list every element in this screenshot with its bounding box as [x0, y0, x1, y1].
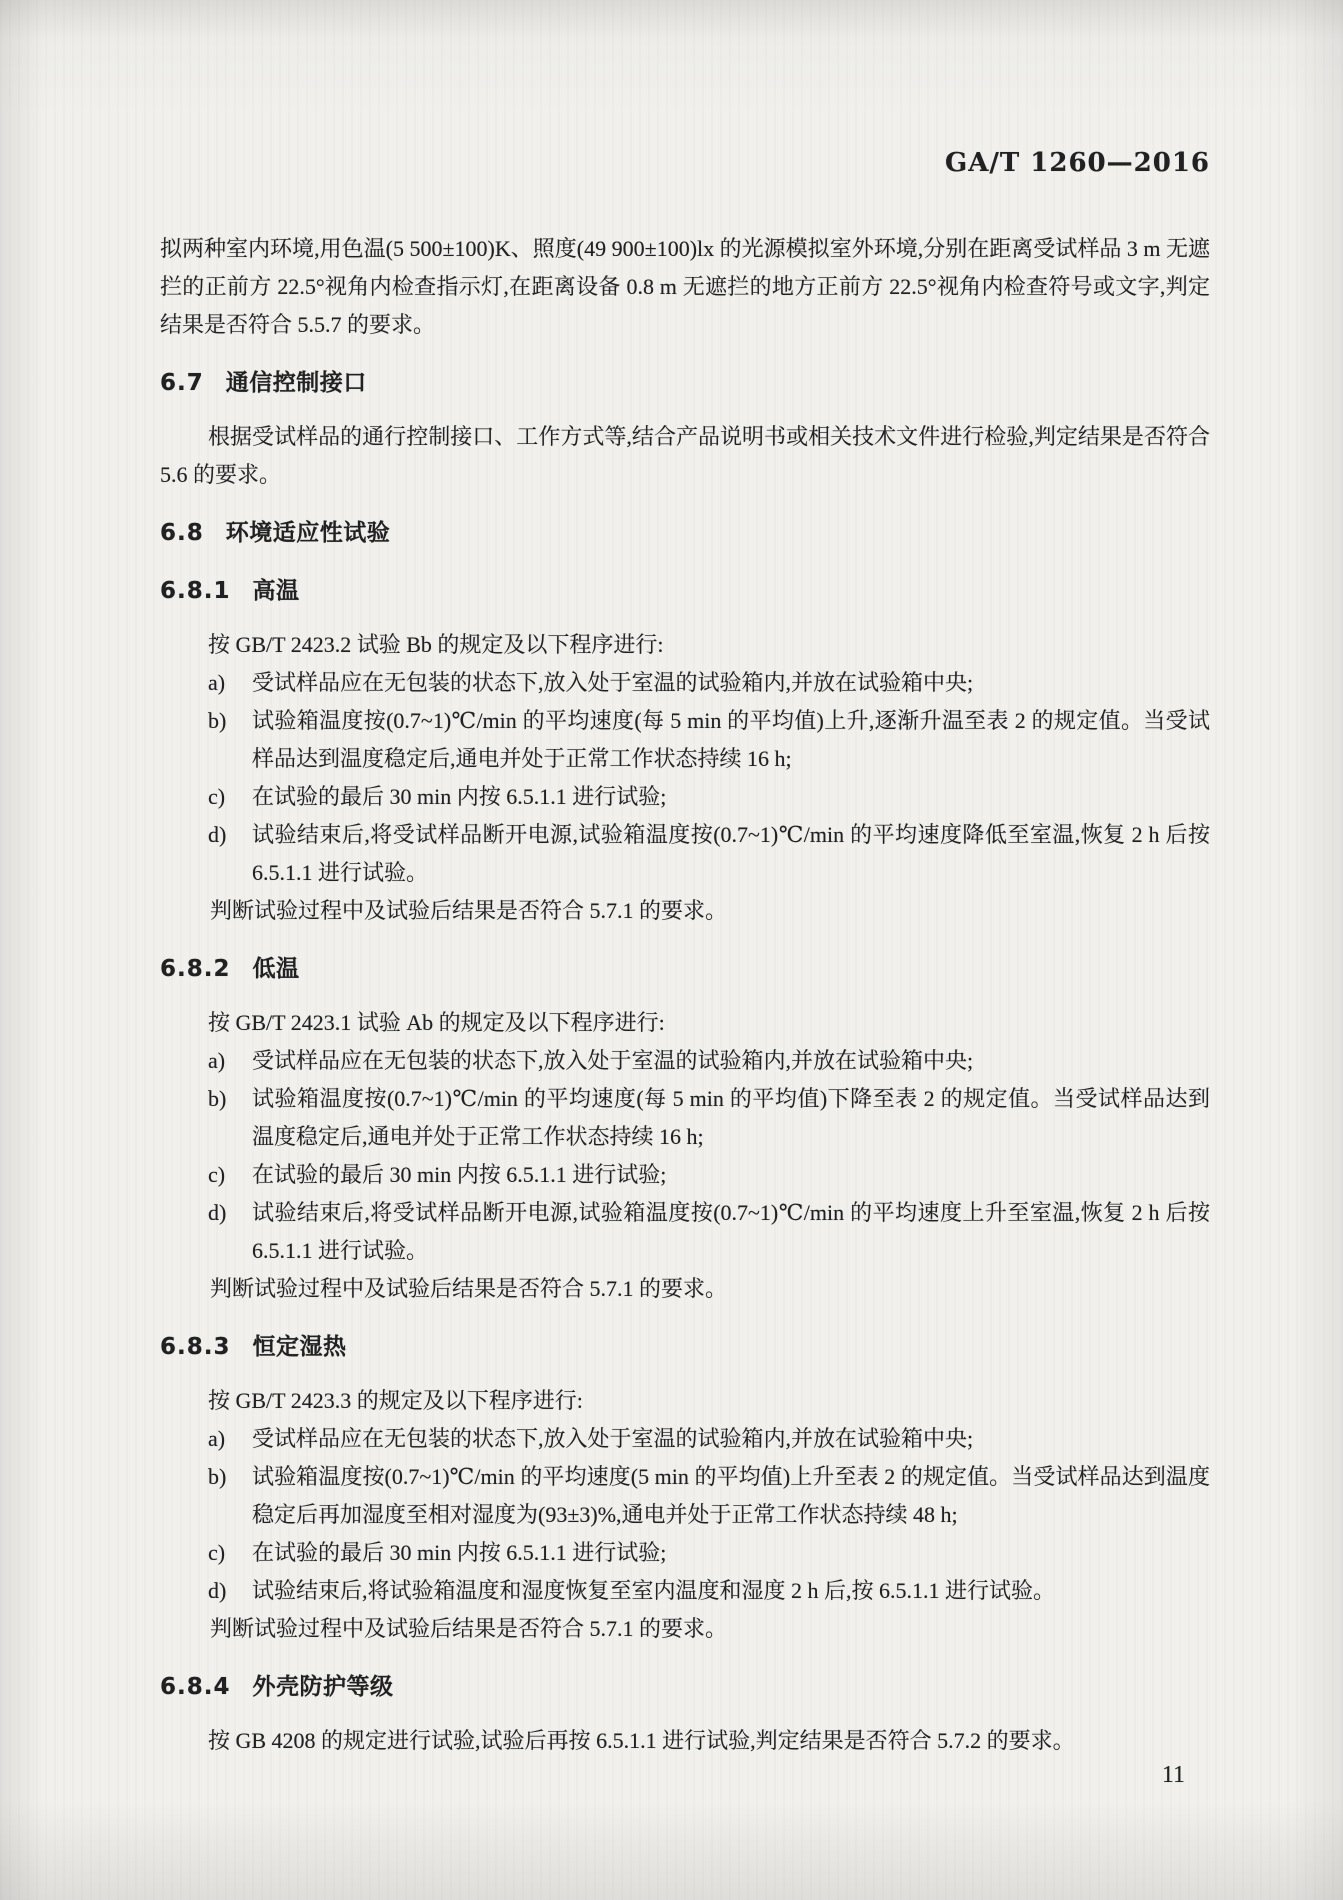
list-item [208, 1572, 1210, 1610]
list-item-marker: b) [208, 1464, 227, 1489]
list-item [208, 778, 1210, 816]
section-title: 低温 [252, 956, 300, 982]
section-6-7-body: 根据受试样品的通行控制接口、工作方式等,结合产品说明书或相关技术文件进行检验,判定结果是否符合 5.6 的要求。 [160, 424, 1210, 487]
list-item-text: 受试样品应在无包装的状态下,放入处于室温的试验箱内,并放在试验箱中央; [252, 670, 974, 695]
list-item [208, 1420, 1210, 1458]
list-item-text: 试验结束后,将受试样品断开电源,试验箱温度按(0.7~1)℃/min 的平均速度降低至室温,恢复 2 h 后按 6.5.1.1 进行试验。 [252, 822, 1210, 885]
list-item-text: 在试验的最后 30 min 内按 6.5.1.1 进行试验; [252, 784, 667, 809]
section-6-7-heading [160, 364, 1210, 402]
section-title: 环境适应性试验 [225, 520, 391, 546]
section-6-8-2-list [160, 1042, 1210, 1270]
list-item [208, 1080, 1210, 1156]
section-number: 6.8.4 [160, 1674, 231, 1700]
section-6-8-2-conclusion: 判断试验过程中及试验后结果是否符合 5.7.1 的要求。 [210, 1276, 728, 1301]
list-item-marker: b) [208, 708, 227, 733]
section-6-8-4-body: 按 GB 4208 的规定进行试验,试验后再按 6.5.1.1 进行试验,判定结果是否符合 5.7.2 的要求。 [208, 1728, 1075, 1753]
section-6-8-3-conclusion: 判断试验过程中及试验后结果是否符合 5.7.1 的要求。 [210, 1616, 728, 1641]
list-item-marker: c) [208, 784, 226, 809]
section-number: 6.8.1 [160, 578, 231, 604]
section-6-8-1-heading [160, 572, 1210, 610]
list-item-marker: c) [208, 1540, 226, 1565]
intro-paragraph: 拟两种室内环境,用色温(5 500±100)K、照度(49 900±100)lx 的光源模拟室外环境,分别在距离受试样品 3 m 无遮拦的正前方 22.5°视角内检查指示灯,在距离设备 0.8 m 无遮拦的地方正前方 22.5°视角内检查符号或文字,判定结果是否符合 5.5.7 的要求。 [160, 236, 1210, 337]
section-title: 恒定湿热 [252, 1334, 347, 1360]
list-item [208, 664, 1210, 702]
list-item [208, 1534, 1210, 1572]
section-6-8-4-heading [160, 1668, 1210, 1706]
list-item [208, 1156, 1210, 1194]
list-item [208, 1194, 1210, 1270]
list-item-text: 试验箱温度按(0.7~1)℃/min 的平均速度(每 5 min 的平均值)下降至表 2 的规定值。当受试样品达到温度稳定后,通电并处于正常工作状态持续 16 h; [252, 1086, 1210, 1149]
page-number: 11 [1161, 1762, 1185, 1788]
list-item-text: 试验结束后,将试验箱温度和湿度恢复至室内温度和湿度 2 h 后,按 6.5.1.1 进行试验。 [252, 1578, 1056, 1603]
list-item-marker: b) [208, 1086, 227, 1111]
section-6-8-3-list [160, 1420, 1210, 1610]
section-number: 6.8.2 [160, 956, 231, 982]
section-number: 6.8 [160, 520, 204, 546]
list-item-marker: d) [208, 1578, 227, 1603]
list-item [208, 1042, 1210, 1080]
section-6-8-2-heading [160, 950, 1210, 988]
list-item-marker: a) [208, 1426, 226, 1451]
section-title: 高温 [252, 578, 300, 604]
list-item-text: 受试样品应在无包装的状态下,放入处于室温的试验箱内,并放在试验箱中央; [252, 1426, 974, 1451]
list-item-marker: c) [208, 1162, 226, 1187]
section-title: 通信控制接口 [225, 370, 367, 396]
list-item-marker: d) [208, 1200, 227, 1225]
section-6-8-1-conclusion: 判断试验过程中及试验后结果是否符合 5.7.1 的要求。 [210, 898, 728, 923]
section-6-8-heading [160, 514, 1210, 552]
list-item [208, 1458, 1210, 1534]
section-6-8-1-intro: 按 GB/T 2423.2 试验 Bb 的规定及以下程序进行: [208, 632, 664, 657]
list-item-text: 试验箱温度按(0.7~1)℃/min 的平均速度(每 5 min 的平均值)上升,逐渐升温至表 2 的规定值。当受试样品达到温度稳定后,通电并处于正常工作状态持续 16 h; [252, 708, 1210, 771]
list-item-text: 试验结束后,将受试样品断开电源,试验箱温度按(0.7~1)℃/min 的平均速度上升至室温,恢复 2 h 后按 6.5.1.1 进行试验。 [252, 1200, 1210, 1263]
doc-code: GA/T 1260—2016 [945, 148, 1210, 178]
section-title: 外壳防护等级 [252, 1674, 394, 1700]
list-item [208, 816, 1210, 892]
section-number: 6.8.3 [160, 1334, 231, 1360]
section-6-8-3-intro: 按 GB/T 2423.3 的规定及以下程序进行: [208, 1388, 583, 1413]
list-item-marker: a) [208, 1048, 226, 1073]
section-number: 6.7 [160, 370, 204, 396]
list-item-text: 在试验的最后 30 min 内按 6.5.1.1 进行试验; [252, 1162, 667, 1187]
list-item-marker: d) [208, 822, 227, 847]
list-item [208, 702, 1210, 778]
section-6-8-2-intro: 按 GB/T 2423.1 试验 Ab 的规定及以下程序进行: [208, 1010, 665, 1035]
list-item-marker: a) [208, 670, 226, 695]
list-item-text: 受试样品应在无包装的状态下,放入处于室温的试验箱内,并放在试验箱中央; [252, 1048, 974, 1073]
section-6-8-1-list [160, 664, 1210, 892]
list-item-text: 试验箱温度按(0.7~1)℃/min 的平均速度(5 min 的平均值)上升至表 2 的规定值。当受试样品达到温度稳定后再加湿度至相对湿度为(93±3)%,通电并处于正常工作状态持续 48 h; [252, 1464, 1210, 1527]
list-item-text: 在试验的最后 30 min 内按 6.5.1.1 进行试验; [252, 1540, 667, 1565]
section-6-8-3-heading [160, 1328, 1210, 1366]
